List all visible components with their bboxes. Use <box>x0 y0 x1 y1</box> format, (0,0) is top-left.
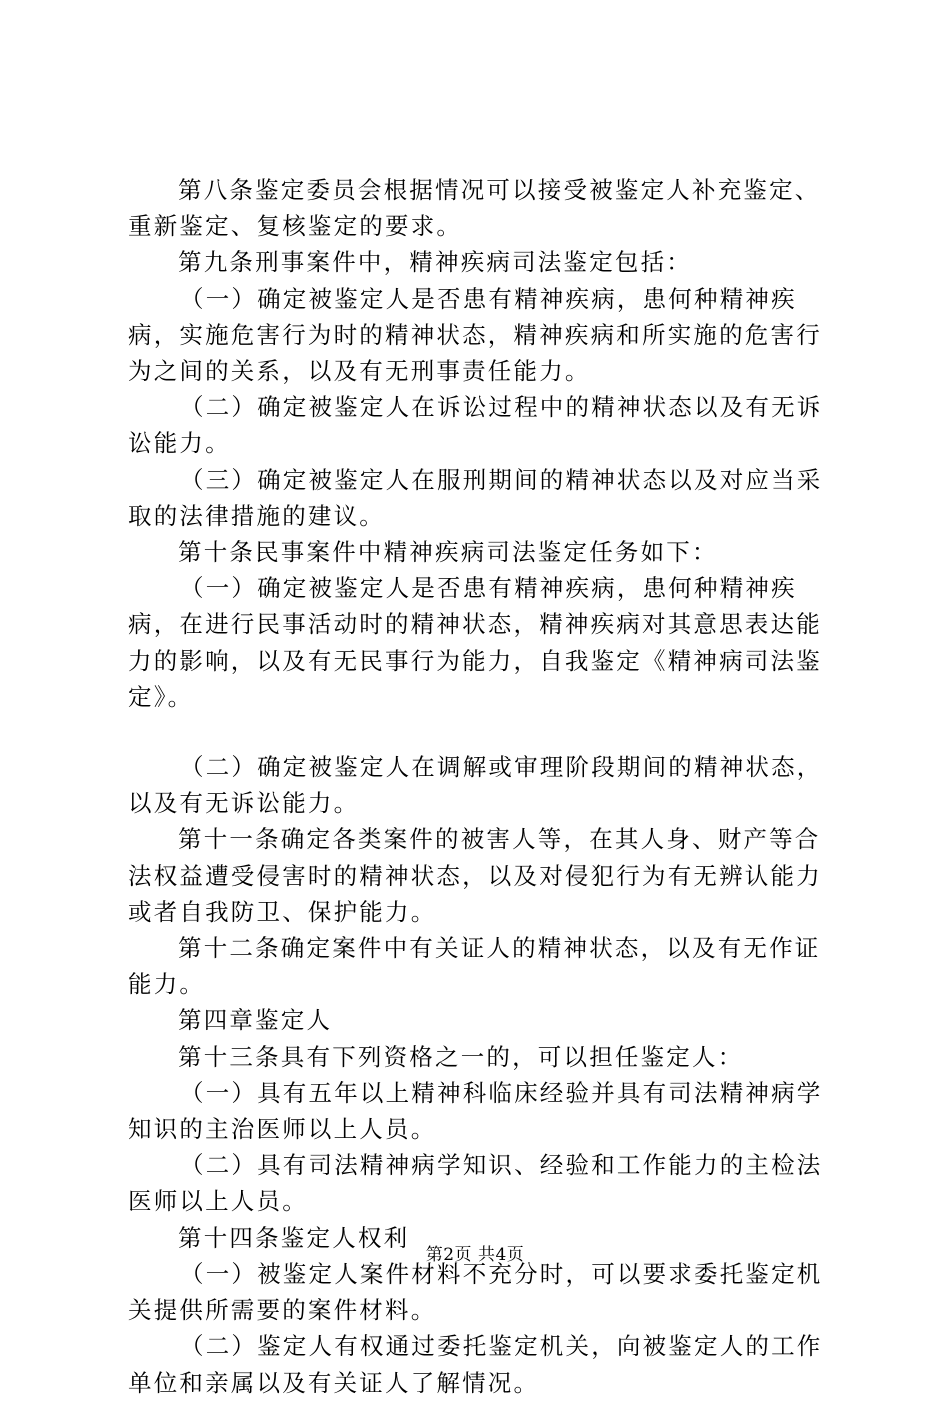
page-number-label: 第2页 共4页 <box>425 1245 525 1265</box>
paragraph-article-13-item-2: （二）具有司法精神病学知识、经验和工作能力的主检法医师以上人员。 <box>128 1151 823 1216</box>
paragraph-article-13-item-1: （一）具有五年以上精神科临床经验并具有司法精神病学知识的主治医师以上人员。 <box>128 1078 823 1144</box>
paragraph-article-14-item-2: （二）鉴定人有权通过委托鉴定机关，向被鉴定人的工作单位和亲属以及有关证人了解情况。 <box>128 1332 823 1397</box>
paragraph-gap <box>128 715 840 749</box>
paragraph-article-10-item-1: （一）确定被鉴定人是否患有精神疾病，患何种精神疾病，在进行民事活动时的精神状态，精神疾病对其意思表达能力的影响，以及有无民事行为能力，自我鉴定《精神病司法鉴定》。 <box>128 574 822 711</box>
paragraph-article-10: 第十条民事案件中精神疾病司法鉴定任务如下： <box>178 538 718 567</box>
paragraph-article-10-item-2: （二）确定被鉴定人在调解或审理阶段期间的精神状态，以及有无诉讼能力。 <box>128 753 823 818</box>
page-footer <box>0 1243 950 1267</box>
paragraph-article-12: 第十二条确定案件中有关证人的精神状态，以及有无作证能力。 <box>128 934 821 999</box>
paragraph-article-9-item-1: （一）确定被鉴定人是否患有精神疾病，患何种精神疾病，实施危害行为时的精神状态，精神疾病和所实施的危害行为之间的关系，以及有无刑事责任能力。 <box>128 284 822 386</box>
document-body <box>128 172 840 1401</box>
paragraph-article-13: 第十三条具有下列资格之一的，可以担任鉴定人： <box>178 1042 744 1071</box>
paragraph-article-9: 第九条刑事案件中，精神疾病司法鉴定包括： <box>178 248 692 277</box>
paragraph-article-9-item-3: （三）确定被鉴定人在服刑期间的精神状态以及对应当采取的法律措施的建议。 <box>128 465 823 530</box>
paragraph-article-9-item-2: （二）确定被鉴定人在诉讼过程中的精神状态以及有无诉讼能力。 <box>128 393 823 458</box>
paragraph-article-11: 第十一条确定各类案件的被害人等，在其人身、财产等合法权益遭受侵害时的精神状态，以及对侵犯行为有无辨认能力或者自我防卫、保护能力。 <box>128 825 822 926</box>
paragraph-article-8: 第八条鉴定委员会根据情况可以接受被鉴定人补充鉴定、重新鉴定、复核鉴定的要求。 <box>128 176 821 241</box>
chapter-heading: 第四章鉴定人 <box>178 1006 333 1035</box>
paragraph-article-14-item-1: （一）被鉴定人案件材料不充分时，可以要求委托鉴定机关提供所需要的案件材料。 <box>128 1259 823 1325</box>
paragraph-article-14: 第十四条鉴定人权利 <box>178 1223 410 1252</box>
